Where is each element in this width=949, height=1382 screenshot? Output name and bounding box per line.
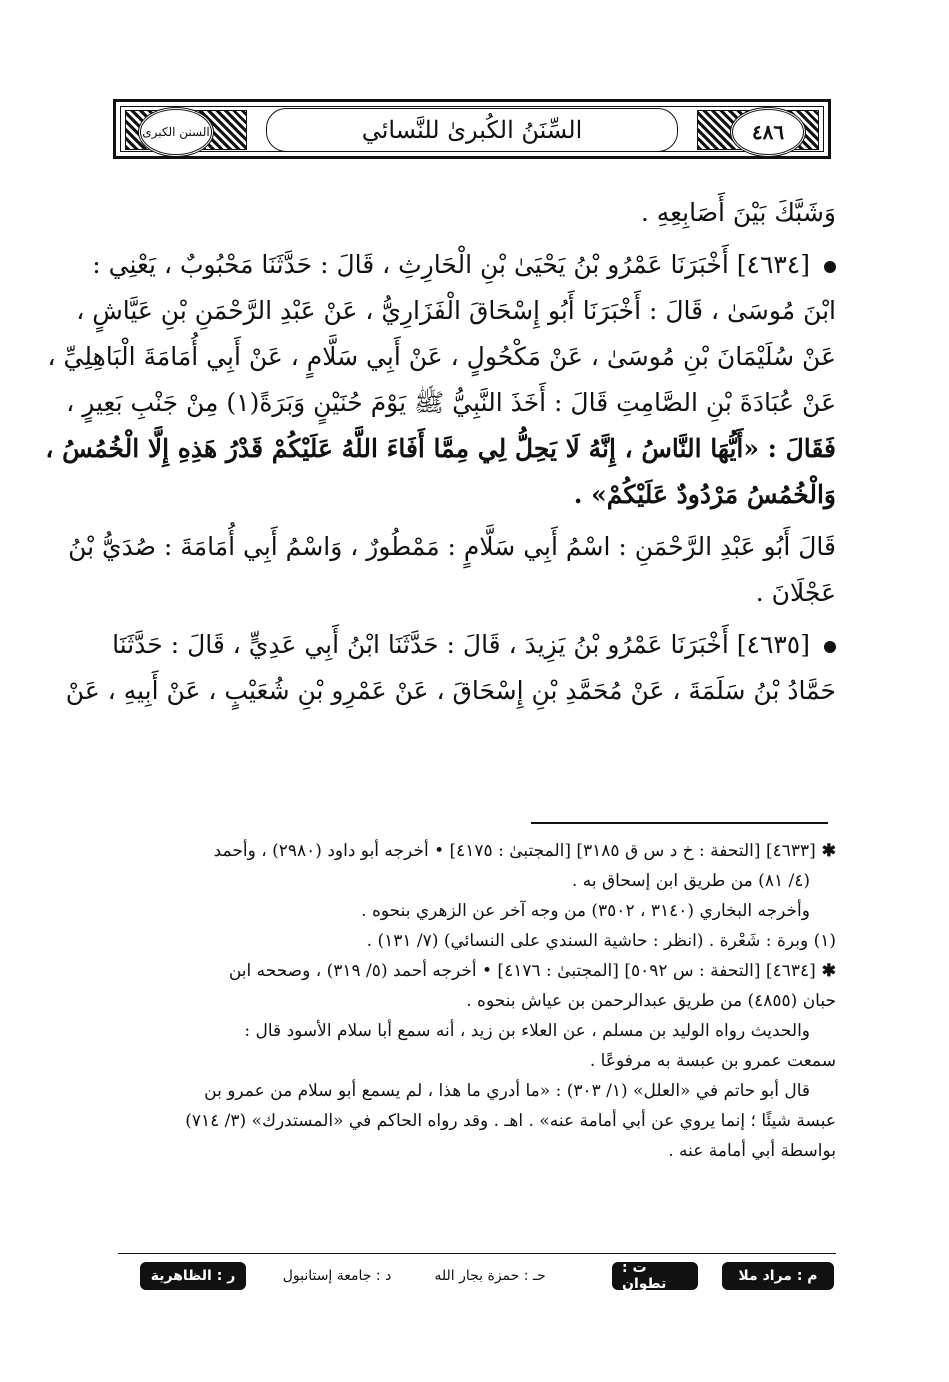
text-line: وَشَبَّكَ بَيْنَ أَصَابِعِهِ . xyxy=(640,198,836,227)
logo-text: السنن الكبرى xyxy=(142,125,210,139)
sigla-m: م : مراد ملا xyxy=(722,1262,834,1290)
main-text xyxy=(45,190,836,714)
sigla-r: ر : الظاهرية xyxy=(140,1262,246,1290)
asterisk-icon: ✱ xyxy=(821,841,836,861)
footnote-text: [٤٦٣٤] [التحفة : س ٥٠٩٢] [المجتبىٰ : ٤١٧٦] • أخرجه أحمد (٥/ ٣١٩) ، وصححه ابن xyxy=(228,961,816,981)
text-line: عَنْ سُلَيْمَانَ بْنِ مُوسَىٰ ، عَنْ مَكْحُولٍ ، عَنْ أَبِي سَلَّامٍ ، عَنْ أَبِي أُمَامَةَ الْبَاهِلِيِّ ، xyxy=(47,342,836,371)
footnote-text: بواسطة أبي أمامة عنه . xyxy=(668,1141,836,1161)
asterisk-icon: ✱ xyxy=(821,961,836,981)
text-line: حَمَّادُ بْنُ سَلَمَةَ ، عَنْ مُحَمَّدِ بْنِ إِسْحَاقَ ، عَنْ عَمْرِو بْنِ شُعَيْبٍ ، عَنْ أَبِيهِ ، عَنْ xyxy=(65,676,836,705)
hadith-4635-line xyxy=(112,622,836,668)
book-logo xyxy=(138,107,214,157)
footnote-text: (٤/ ٨١) من طريق ابن إسحاق به . xyxy=(571,871,810,891)
author-comment-line: قَالَ أَبُو عَبْدِ الرَّحْمَنِ : اسْمُ أَبِي سَلَّامٍ : مَمْطُورٌ ، وَاسْمُ أَبِي أُمَامَةَ : صُدَيُّ بْنُ xyxy=(68,532,836,561)
footnote-text: وأخرجه البخاري (٣١٤٠ ، ٣٥٠٢) من وجه آخر عن الزهري بنحوه . xyxy=(361,901,810,921)
page-number-medallion xyxy=(730,107,806,157)
running-title xyxy=(266,108,678,152)
footnote-1: (١) وبرة : شَعْرة . (انظر : حاشية السندي على النسائي) (٧/ ١٣١) . xyxy=(366,931,836,951)
running-header xyxy=(113,99,831,159)
footnote-4634 xyxy=(118,956,836,986)
footnote-divider xyxy=(531,822,828,824)
sigla-d: د : جامعة إستانبول xyxy=(282,1268,392,1284)
footnote-text: سمعت عمرو بن عبسة به مرفوعًا . xyxy=(589,1051,836,1071)
text-line: عَنْ عُبَادَةَ بْنِ الصَّامِتِ قَالَ : أَخَذَ النَّبِيُّ ﷺ يَوْمَ حُنَيْنٍ وَبَرَةً(١) مِنْ جَنْبِ بَعِيرٍ ، xyxy=(66,388,836,417)
footnote-text: عبسة شيئًا ؛ إنما يروي عن أبي أمامة عنه» . اهـ . وقد رواه الحاكم في «المستدرك» (٣/ ٧١٤) xyxy=(185,1111,836,1131)
footnotes xyxy=(118,836,836,1166)
prophet-saying-line: فَقَالَ : «أَيُّهَا النَّاسُ ، إِنَّهُ لَا يَحِلُّ لِي مِمَّا أَفَاءَ اللَّهُ عَلَيْكُمْ قَدْرُ هَذِهِ إِلَّا الْخُمُسُ ، xyxy=(45,434,836,463)
bottom-rule xyxy=(118,1253,836,1254)
book-title: السِّنَنُ الكُبرىٰ للنَّسائي xyxy=(361,116,583,144)
sigla-h: حـ : حمزة بجار الله xyxy=(434,1268,546,1284)
footnote-text: والحديث رواه الوليد بن مسلم ، عن العلاء بن زيد ، أنه سمع أبا سلام الأسود قال : xyxy=(244,1021,810,1041)
sigla-t: ت : تطوان xyxy=(612,1262,698,1290)
hadith-4634-line xyxy=(92,242,836,288)
footnote-4633 xyxy=(118,836,836,866)
footnote-text: [٤٦٣٣] [التحفة : خ د س ق ٣١٨٥] [المجتبىٰ : ٤١٧٥] • أخرجه أبو داود (٢٩٨٠) ، وأحمد xyxy=(213,841,816,861)
hadith-4634-start: [٤٦٣٤] أَخْبَرَنَا عَمْرُو بْنُ يَحْيَىٰ بْنِ الْحَارِثِ ، قَالَ : حَدَّثَنَا مَحْبُوبٌ ، يَعْنِي : xyxy=(92,250,810,279)
prophet-saying-line: وَالْخُمُسُ مَرْدُودٌ عَلَيْكُمْ» . xyxy=(573,480,836,509)
hadith-4635-start: [٤٦٣٥] أَخْبَرَنَا عَمْرُو بْنُ يَزِيدَ ، قَالَ : حَدَّثَنَا ابْنُ أَبِي عَدِيٍّ ، قَالَ : حَدَّثَنَا xyxy=(112,630,810,659)
bullet-icon xyxy=(824,641,836,653)
author-comment-line: عَجْلَانَ . xyxy=(755,578,836,607)
text-line: ابْنَ مُوسَىٰ ، قَالَ : أَخْبَرَنَا أَبُو إِسْحَاقَ الْفَزَارِيُّ ، عَنْ عَبْدِ الرَّحْمَنِ بْنِ عَيَّاشٍ ، xyxy=(76,296,836,325)
footnote-text: حبان (٤٨٥٥) من طريق عبدالرحمن بن عياش بنحوه . xyxy=(466,991,836,1011)
footnote-text: قال أبو حاتم في «العلل» (١/ ٣٠٣) : «ما أدري ما هذا ، لم يسمع أبو سلام من عمرو بن xyxy=(204,1081,810,1101)
bullet-icon xyxy=(824,261,836,273)
page-number: ٤٨٦ xyxy=(751,120,785,144)
